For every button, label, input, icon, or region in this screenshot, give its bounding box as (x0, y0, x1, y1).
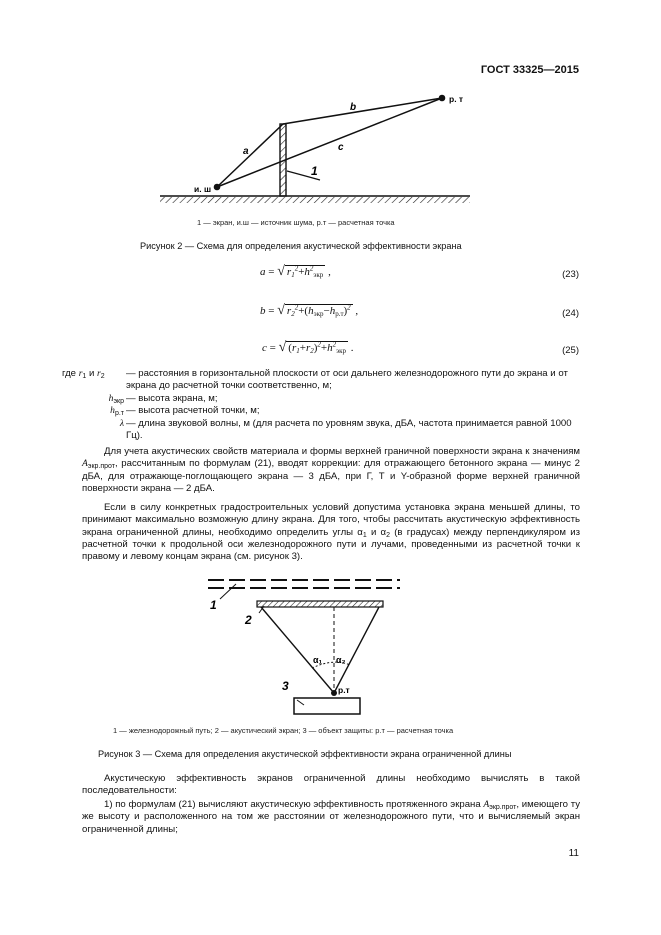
calc-point (439, 95, 446, 102)
formula-23-number: (23) (562, 269, 579, 280)
leader-1 (220, 584, 236, 599)
ray-a (217, 124, 283, 187)
where-h-rt-desc: — высота расчетной точки, м; (126, 405, 260, 416)
acoustic-screen (257, 601, 383, 607)
calc-point-3 (331, 690, 337, 696)
formula-25: c = √ $(r_1+r_2)^2+h^2_{экр}$ . (262, 340, 354, 355)
paragraph-limited-length: Если в силу конкретных градостроительных условий допустима установка экрана меньшей длины, то принимают максимально возможную длину экрана. Для того, чтобы рассчитать акустическую эффективность экрана ограниченной длины, необходимо определить углы $\alpha_1$ и $\alpha_2$ (в градусах) между перпендикуляром из расчетной точки к продольной оси железнодорожного пути и лучами, проведенными из расчетной точки к правому и левому концам экрана (см. рисунок 3). (82, 502, 580, 563)
figure-2-diagram (160, 88, 480, 213)
formula-23: a = √ $r_1^2+h^2_{экр}$ , (260, 264, 331, 279)
ray-left (261, 607, 334, 693)
paragraph-corrections: Для учета акустических свойств материала и формы верхней граничной поверхности экрана к значениям $A_{экр.прот}$, рассчитанным по формулам (21), вводят коррекции: для отражающего бетонного экрана — минус 2 дБА, для отражающе-поглощающего экрана — 3 дБА, при Г, Т и Y-образной форме верхней граничной поверхности экрана — 2 дБА. (82, 446, 580, 494)
label-marker-1: 1 (311, 164, 318, 178)
ray-b (283, 98, 442, 124)
formula-25-number: (25) (562, 345, 579, 356)
label-c: с (338, 142, 344, 153)
document-code: ГОСТ 33325—2015 (480, 64, 579, 76)
where-h-ekr: $h_{экр}$ — высота экрана, м; (62, 393, 580, 405)
where-r: где $r_1$ и $r_2$ — расстояния в горизонтальной плоскости от оси дальнего железнодорожного пути до экрана и от экрана до расчетной точки соответственно, м; (62, 368, 580, 393)
label-alpha2: α₂ (336, 655, 346, 665)
label-a: а (243, 146, 249, 157)
where-r-desc: — расстояния в горизонтальной плоскости от оси дальнего железнодорожного пути до экрана и от экрана до расчетной точки соответственно, м; (126, 368, 568, 392)
label-source: и. ш (194, 184, 212, 194)
ground-hatch (160, 197, 470, 203)
formula-25-lhs: c (262, 342, 267, 354)
figure-2-legend: 1 — экран, и.ш — источник шума, р.т — расчетная точка (197, 218, 395, 227)
label-3: 3 (282, 679, 289, 693)
label-2: 2 (245, 613, 252, 627)
ray-right (334, 607, 379, 693)
label-point: р. т (449, 94, 464, 104)
formula-24: b = √ $r_2^2+(h_{экр}-h_{р.т})^2$ , (260, 303, 359, 318)
label-alpha1: α₁ (313, 655, 323, 665)
where-lambda-desc: — длина звуковой волны, м (для расчета по уровням звука, дБА, частота принимается равной 1000 Гц). (126, 418, 572, 442)
where-h-rt: $h_{р.т}$ — высота расчетной точки, м; (62, 405, 580, 417)
figure-2-caption: Рисунок 2 — Схема для определения акустической эффективности экрана (140, 241, 462, 251)
label-1: 1 (210, 598, 217, 612)
ray-c (217, 98, 442, 187)
protected-object (294, 698, 360, 714)
where-h-ekr-desc: — высота экрана, м; (126, 393, 218, 404)
figure-3-diagram (200, 572, 440, 717)
figure-3-caption: Рисунок 3 — Схема для определения акустической эффективности экрана ограниченной длины (98, 749, 512, 759)
where-lambda: λ — длина звуковой волны, м (для расчета по уровням звука, дБА, частота принимается равной 1000 Гц). (62, 418, 580, 443)
paragraph-step-1: 1) по формулам (21) вычисляют акустическую эффективность протяженного экрана $A_{экр.прот}$, имеющего ту же высоту и расположенного на том же расстоянии от железнодорожного пути, что и вычисляемый экран ограниченной длины; (82, 799, 580, 835)
label-point-3: р.т (338, 685, 350, 695)
label-b: b (350, 102, 357, 113)
paragraph-sequence: Акустическую эффективность экранов ограниченной длины необходимо вычислять в такой последовательности: (82, 773, 580, 797)
figure-3-legend: 1 — железнодорожный путь; 2 — акустический экран; 3 — объект защиты: р.т — расчетная точка (113, 726, 454, 735)
page-number: 11 (568, 848, 579, 859)
formula-23-lhs: a (260, 266, 266, 278)
source-point (214, 184, 221, 191)
formula-24-number: (24) (562, 308, 579, 319)
formula-24-lhs: b (260, 305, 266, 317)
where-prefix: где (62, 368, 77, 379)
